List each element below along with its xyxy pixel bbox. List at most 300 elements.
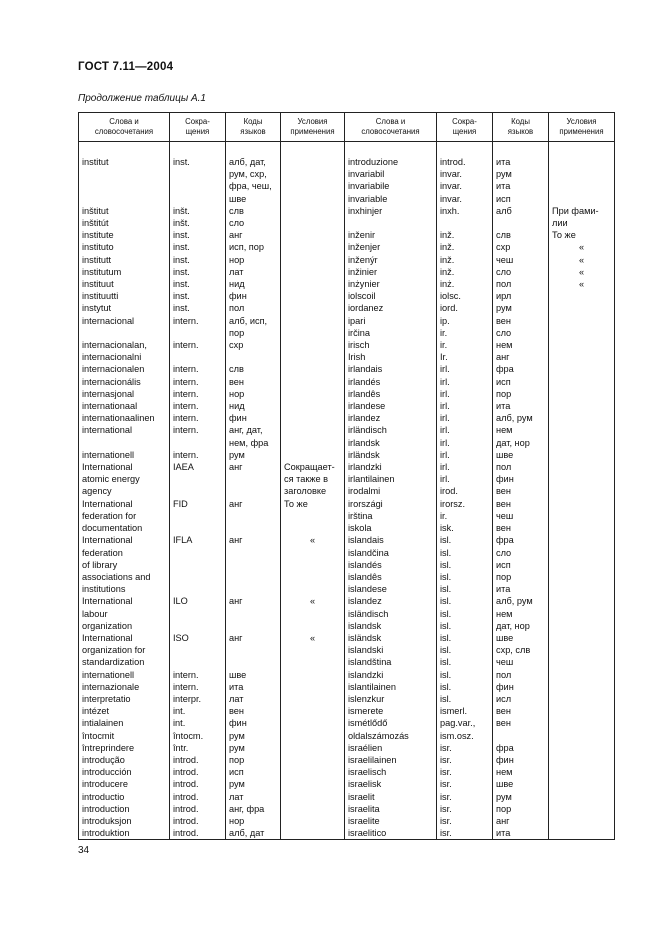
cell-abbr-right: pag.var., <box>437 717 493 729</box>
cell-conditions-left <box>281 193 345 205</box>
cell-abbr-right: ir. <box>437 327 493 339</box>
cell-conditions-left <box>281 241 345 253</box>
table-row <box>79 595 615 607</box>
table-row <box>79 791 615 803</box>
cell-abbr-left: FID <box>170 498 226 510</box>
cell-abbr-left: inst. <box>170 241 226 253</box>
cell-codes-right: исп <box>493 559 549 571</box>
cell-abbr-left: intern. <box>170 400 226 412</box>
cell-codes-left: исп, пор <box>226 241 281 253</box>
document-title: ГОСТ 7.11—2004 <box>78 61 174 73</box>
cell-codes-left: анг <box>226 632 281 644</box>
cell-conditions-right: « <box>549 278 615 290</box>
cell-conditions-left <box>281 449 345 461</box>
cell-abbr-left <box>170 437 226 449</box>
cell-codes-right: чеш <box>493 254 549 266</box>
cell-codes-left: алб, дат, <box>226 156 281 168</box>
cell-word-right: inxhinjer <box>345 205 437 217</box>
cell-word-left: organization for <box>79 644 170 656</box>
cell-conditions-left <box>281 510 345 522</box>
cell-word-right: ipari <box>345 315 437 327</box>
cell-conditions-left <box>281 522 345 534</box>
table-row <box>79 583 615 595</box>
cell-word-left: atomic energy <box>79 473 170 485</box>
cell-codes-left: рум <box>226 778 281 790</box>
table-row <box>79 241 615 253</box>
cell-word-left: întreprindere <box>79 742 170 754</box>
cell-conditions-right <box>549 656 615 668</box>
cell-codes-left: пор <box>226 327 281 339</box>
cell-codes-right: пор <box>493 571 549 583</box>
cell-conditions-right <box>549 510 615 522</box>
cell-word-left: internasjonal <box>79 388 170 400</box>
cell-codes-left: фин <box>226 717 281 729</box>
cell-abbr-right: isl. <box>437 534 493 546</box>
cell-abbr-left <box>170 180 226 192</box>
cell-abbr-left: intern. <box>170 388 226 400</box>
cell-word-right: israelisch <box>345 766 437 778</box>
cell-word-left: International <box>79 461 170 473</box>
cell-conditions-left <box>281 620 345 632</box>
cell-abbr-right: isl. <box>437 656 493 668</box>
cell-codes-right: слв <box>493 229 549 241</box>
cell-codes-right: исл <box>493 693 549 705</box>
cell-codes-left: анг <box>226 595 281 607</box>
cell-word-right: islandese <box>345 583 437 595</box>
cell-codes-left: фра, чеш, <box>226 180 281 192</box>
cell-abbr-right: irorsz. <box>437 498 493 510</box>
cell-codes-right: шве <box>493 778 549 790</box>
page-number: 34 <box>78 845 90 856</box>
cell-codes-right: нем <box>493 424 549 436</box>
cell-word-left: documentation <box>79 522 170 534</box>
table-row <box>79 302 615 314</box>
cell-abbr-left: inst. <box>170 302 226 314</box>
cell-word-right: israelit <box>345 791 437 803</box>
cell-conditions-left <box>281 412 345 424</box>
cell-abbr-right: introd. <box>437 156 493 168</box>
cell-word-right: inžinier <box>345 266 437 278</box>
cell-codes-right: алб, рум <box>493 595 549 607</box>
cell-conditions-right <box>549 290 615 302</box>
table-row <box>79 717 615 729</box>
cell-word-right: islandés <box>345 559 437 571</box>
cell-abbr-right: isl. <box>437 644 493 656</box>
cell-abbr-left: intern. <box>170 315 226 327</box>
cell-conditions-left <box>281 351 345 363</box>
cell-abbr-right: ip. <box>437 315 493 327</box>
cell-codes-right: ита <box>493 156 549 168</box>
cell-codes-left <box>226 473 281 485</box>
cell-conditions-left <box>281 559 345 571</box>
col-header-words-right <box>345 113 437 142</box>
cell-codes-left <box>226 571 281 583</box>
cell-codes-left: слв <box>226 363 281 375</box>
cell-abbr-right: Ir. <box>437 351 493 363</box>
cell-conditions-right <box>549 742 615 754</box>
table-row <box>79 632 615 644</box>
cell-word-left <box>79 437 170 449</box>
cell-abbr-left: introd. <box>170 827 226 840</box>
cell-abbr-right: invar. <box>437 180 493 192</box>
cell-conditions-right <box>549 669 615 681</box>
col-header-abbr-left <box>170 113 226 142</box>
cell-abbr-left <box>170 193 226 205</box>
cell-conditions-left: Сокращает- <box>281 461 345 473</box>
cell-word-left: International <box>79 595 170 607</box>
col-header-label: Сокра- щения <box>185 117 210 136</box>
table-row <box>79 571 615 583</box>
cell-codes-right: чеш <box>493 656 549 668</box>
cell-conditions-left <box>281 693 345 705</box>
table-row <box>79 473 615 485</box>
cell-word-right: irlantilainen <box>345 473 437 485</box>
cell-word-left: International <box>79 632 170 644</box>
cell-codes-right: ита <box>493 400 549 412</box>
cell-codes-left: схр <box>226 339 281 351</box>
cell-word-right: Irish <box>345 351 437 363</box>
cell-codes-right: вен <box>493 522 549 534</box>
cell-word-left: introduksjon <box>79 815 170 827</box>
cell-word-right: isländisch <box>345 608 437 620</box>
cell-abbr-left <box>170 608 226 620</box>
cell-abbr-left: int. <box>170 717 226 729</box>
cell-conditions-left: заголовке <box>281 485 345 497</box>
cell-codes-right: пол <box>493 669 549 681</box>
cell-abbr-right <box>437 217 493 229</box>
cell-conditions-left <box>281 608 345 620</box>
cell-word-right: invariabil <box>345 168 437 180</box>
cell-word-left: institutt <box>79 254 170 266</box>
cell-word-left <box>79 193 170 205</box>
cell-codes-right: анг <box>493 815 549 827</box>
cell-codes-left: анг <box>226 461 281 473</box>
table-row <box>79 608 615 620</box>
cell-abbr-right: isr. <box>437 815 493 827</box>
cell-abbr-right: inż. <box>437 278 493 290</box>
cell-conditions-left <box>281 254 345 266</box>
cell-codes-right: схр, слв <box>493 644 549 656</box>
cell-conditions-left <box>281 656 345 668</box>
cell-abbr-right: ismerl. <box>437 705 493 717</box>
cell-abbr-left: inst. <box>170 266 226 278</box>
table-row <box>79 547 615 559</box>
cell-conditions-left <box>281 266 345 278</box>
cell-codes-right: вен <box>493 717 549 729</box>
cell-word-left: internacionális <box>79 376 170 388</box>
col-header-abbr-right <box>437 113 493 142</box>
cell-abbr-left <box>170 168 226 180</box>
cell-word-left: instituutti <box>79 290 170 302</box>
cell-word-left: institute <box>79 229 170 241</box>
cell-conditions-left <box>281 778 345 790</box>
cell-conditions-right <box>549 730 615 742</box>
cell-codes-left <box>226 620 281 632</box>
cell-codes-right: вен <box>493 315 549 327</box>
cell-codes-right: рум <box>493 791 549 803</box>
cell-word-right: irodalmi <box>345 485 437 497</box>
cell-conditions-left: То же <box>281 498 345 510</box>
table-row <box>79 315 615 327</box>
table-row <box>79 742 615 754</box>
table-row <box>79 778 615 790</box>
cell-word-right: inżynier <box>345 278 437 290</box>
cell-codes-right: шве <box>493 449 549 461</box>
cell-conditions-left <box>281 766 345 778</box>
table-row <box>79 400 615 412</box>
cell-abbr-right: irl. <box>437 376 493 388</box>
cell-conditions-left <box>281 327 345 339</box>
cell-abbr-right: isl. <box>437 595 493 607</box>
cell-codes-right: нем <box>493 608 549 620</box>
cell-abbr-left: ILO <box>170 595 226 607</box>
table-row <box>79 339 615 351</box>
cell-abbr-right: irl. <box>437 400 493 412</box>
cell-codes-left: лат <box>226 266 281 278</box>
cell-codes-right: схр <box>493 241 549 253</box>
cell-abbr-left: intern. <box>170 412 226 424</box>
cell-codes-right <box>493 217 549 229</box>
table-row <box>79 656 615 668</box>
cell-word-left: întocmit <box>79 730 170 742</box>
col-header-label: Слова и словосочетания <box>361 117 420 136</box>
cell-conditions-right <box>549 693 615 705</box>
cell-abbr-left: inšt. <box>170 217 226 229</box>
col-header-label: Условия применения <box>290 117 335 136</box>
cell-conditions-right <box>549 754 615 766</box>
cell-codes-right: фин <box>493 754 549 766</box>
cell-abbr-right: isr. <box>437 754 493 766</box>
cell-conditions-left <box>281 437 345 449</box>
cell-codes-right: исп <box>493 193 549 205</box>
col-header-label: Условия применения <box>559 117 604 136</box>
cell-codes-left <box>226 351 281 363</box>
cell-word-right: irországi <box>345 498 437 510</box>
cell-word-right: israelilainen <box>345 754 437 766</box>
table-row <box>79 754 615 766</box>
cell-word-left: internacionalen <box>79 363 170 375</box>
cell-abbr-right: isl. <box>437 547 493 559</box>
cell-abbr-right: inž. <box>437 266 493 278</box>
cell-word-right: introduzione <box>345 156 437 168</box>
cell-codes-left: анг, дат, <box>226 424 281 436</box>
table-row <box>79 327 615 339</box>
cell-conditions-left <box>281 717 345 729</box>
cell-conditions-right <box>549 437 615 449</box>
cell-word-left <box>79 327 170 339</box>
cell-word-right: irština <box>345 510 437 522</box>
cell-word-right: irlandês <box>345 388 437 400</box>
cell-abbr-right: isl. <box>437 571 493 583</box>
cell-codes-left: лат <box>226 791 281 803</box>
table-row <box>79 669 615 681</box>
cell-abbr-left: intern. <box>170 681 226 693</box>
cell-codes-right: алб <box>493 205 549 217</box>
cell-abbr-right: isl. <box>437 583 493 595</box>
cell-abbr-left: IFLA <box>170 534 226 546</box>
cell-abbr-right: iolsc. <box>437 290 493 302</box>
cell-word-left: agency <box>79 485 170 497</box>
cell-codes-left: анг <box>226 229 281 241</box>
col-header-label: Слова и словосочетания <box>94 117 154 136</box>
cell-codes-right: нем <box>493 339 549 351</box>
cell-codes-left: ита <box>226 681 281 693</box>
table-row <box>79 229 615 241</box>
cell-conditions-left <box>281 400 345 412</box>
cell-conditions-right <box>549 180 615 192</box>
cell-codes-right: ирл <box>493 290 549 302</box>
cell-word-right: irlandez <box>345 412 437 424</box>
col-header-words-left <box>79 113 170 142</box>
cell-conditions-right <box>549 193 615 205</box>
cell-conditions-left <box>281 376 345 388</box>
table-row <box>79 168 615 180</box>
cell-conditions-left <box>281 339 345 351</box>
cell-conditions-left <box>281 669 345 681</box>
cell-word-left: introdução <box>79 754 170 766</box>
cell-abbr-left: ISO <box>170 632 226 644</box>
cell-conditions-right <box>549 644 615 656</box>
cell-conditions-left <box>281 217 345 229</box>
cell-conditions-left: « <box>281 595 345 607</box>
cell-abbr-right: ir. <box>437 510 493 522</box>
cell-codes-left: фин <box>226 290 281 302</box>
cell-codes-left: нор <box>226 388 281 400</box>
table-row <box>79 803 615 815</box>
cell-abbr-left <box>170 583 226 595</box>
cell-conditions-right <box>549 534 615 546</box>
cell-abbr-right: isl. <box>437 681 493 693</box>
cell-abbr-left <box>170 547 226 559</box>
cell-word-left: internacionalni <box>79 351 170 363</box>
table-row <box>79 266 615 278</box>
cell-word-right: islandez <box>345 595 437 607</box>
cell-conditions-left <box>281 363 345 375</box>
cell-abbr-left: inšt. <box>170 205 226 217</box>
cell-codes-right: пол <box>493 278 549 290</box>
cell-word-right: iordanez <box>345 302 437 314</box>
cell-abbr-left <box>170 644 226 656</box>
cell-codes-left: слв <box>226 205 281 217</box>
cell-conditions-right <box>549 168 615 180</box>
cell-word-right: islandês <box>345 571 437 583</box>
cell-conditions-right <box>549 485 615 497</box>
cell-word-right: invariabile <box>345 180 437 192</box>
cell-conditions-right <box>549 315 615 327</box>
cell-conditions-right: лии <box>549 217 615 229</box>
table-row <box>79 485 615 497</box>
cell-conditions-left <box>281 571 345 583</box>
table-row <box>79 827 615 840</box>
cell-word-right: israelita <box>345 803 437 815</box>
cell-codes-right: вен <box>493 705 549 717</box>
cell-word-left: federation for <box>79 510 170 522</box>
cell-abbr-left: într. <box>170 742 226 754</box>
cell-conditions-right <box>549 632 615 644</box>
cell-conditions-right <box>549 351 615 363</box>
cell-conditions-left <box>281 742 345 754</box>
cell-abbr-right: invar. <box>437 168 493 180</box>
cell-word-left: interpretatio <box>79 693 170 705</box>
cell-abbr-right: inž. <box>437 254 493 266</box>
cell-word-left: institut <box>79 156 170 168</box>
cell-conditions-right <box>549 571 615 583</box>
cell-abbr-left <box>170 620 226 632</box>
cell-codes-left <box>226 656 281 668</box>
cell-conditions-right <box>549 608 615 620</box>
cell-word-right: islandzki <box>345 669 437 681</box>
cell-codes-right: фра <box>493 363 549 375</box>
cell-conditions-left <box>281 315 345 327</box>
cell-word-left: introducere <box>79 778 170 790</box>
cell-abbr-left <box>170 473 226 485</box>
cell-word-left: associations and <box>79 571 170 583</box>
cell-abbr-left <box>170 485 226 497</box>
cell-codes-right: дат, нор <box>493 437 549 449</box>
cell-codes-right: ита <box>493 827 549 840</box>
cell-abbr-right: invar. <box>437 193 493 205</box>
cell-codes-left <box>226 485 281 497</box>
table-row <box>79 180 615 192</box>
cell-abbr-right: irl. <box>437 424 493 436</box>
cell-word-left: International <box>79 534 170 546</box>
cell-codes-left: нид <box>226 278 281 290</box>
cell-codes-left <box>226 522 281 534</box>
cell-codes-left: алб, дат <box>226 827 281 840</box>
cell-conditions-right <box>549 583 615 595</box>
cell-codes-right: вен <box>493 485 549 497</box>
cell-abbr-right: isl. <box>437 559 493 571</box>
cell-abbr-left: inst. <box>170 278 226 290</box>
cell-word-right: islenzkur <box>345 693 437 705</box>
cell-codes-left: нор <box>226 815 281 827</box>
cell-codes-left: нем, фра <box>226 437 281 449</box>
cell-word-right: islandsk <box>345 620 437 632</box>
cell-conditions-left <box>281 730 345 742</box>
cell-codes-right: вен <box>493 498 549 510</box>
cell-abbr-left: introd. <box>170 803 226 815</box>
cell-word-left: internacional <box>79 315 170 327</box>
cell-abbr-left: introd. <box>170 766 226 778</box>
table-row <box>79 193 615 205</box>
cell-abbr-left: intern. <box>170 339 226 351</box>
cell-conditions-left <box>281 388 345 400</box>
cell-codes-right: дат, нор <box>493 620 549 632</box>
cell-codes-right: нем <box>493 766 549 778</box>
cell-word-right: oldalszámozás <box>345 730 437 742</box>
cell-abbr-right: isr. <box>437 778 493 790</box>
cell-conditions-left <box>281 681 345 693</box>
col-header-label: Коды языков <box>240 117 266 136</box>
cell-abbr-left: IAEA <box>170 461 226 473</box>
cell-word-left: internacionalan, <box>79 339 170 351</box>
cell-word-left: of library <box>79 559 170 571</box>
cell-codes-left <box>226 510 281 522</box>
cell-conditions-left <box>281 205 345 217</box>
cell-conditions-right <box>549 412 615 424</box>
cell-codes-right: фин <box>493 473 549 485</box>
cell-word-right: irlandsk <box>345 437 437 449</box>
cell-abbr-right: irod. <box>437 485 493 497</box>
cell-conditions-left <box>281 583 345 595</box>
table-header-row <box>79 113 615 142</box>
table-body <box>79 142 615 840</box>
cell-conditions-right <box>549 827 615 840</box>
cell-abbr-right: isl. <box>437 669 493 681</box>
cell-word-left: internationaalinen <box>79 412 170 424</box>
cell-abbr-right: irl. <box>437 363 493 375</box>
cell-abbr-right: irl. <box>437 461 493 473</box>
